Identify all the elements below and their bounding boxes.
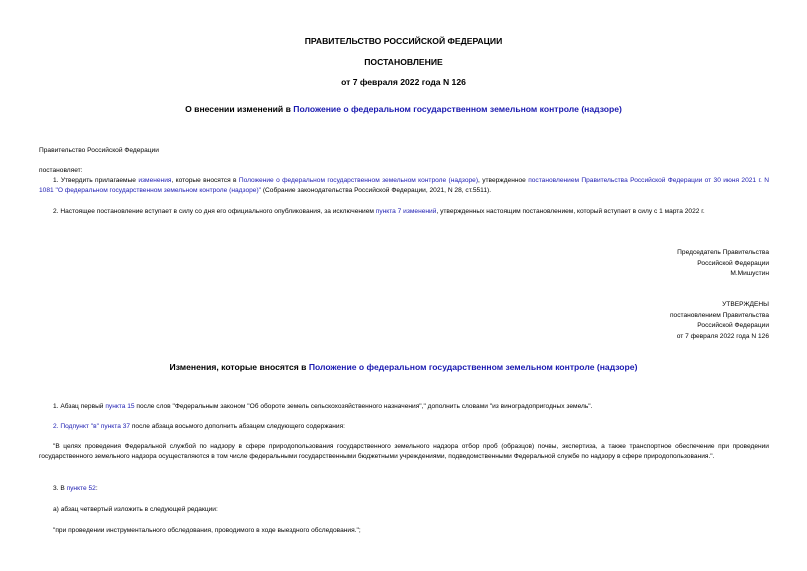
intro-subject: Правительство Российской Федерации [39,147,159,154]
change-3 [39,484,769,494]
p1-link-resolution[interactable]: постановлением Правительства Российской Федерации от 30 июня 2021 г. N 1081 "О федеральном государственном земельном контроле (надзоре)" [39,177,769,194]
approved-line-1: УТВЕРЖДЕНЫ [722,301,769,308]
p1-text-1: 1. Утвердить прилагаемые [53,177,139,184]
c3-text-2: : [95,485,98,492]
signature-line-3: М.Мишустин [730,270,769,277]
changes-title-link[interactable]: Положение о федеральном государственном земельном контроле (надзоре) [308,362,638,372]
c1-text-2: после слов "Федеральным законом "Об обороте земель сельскохозяйственного назначения"," дополнить словами "из виноградопригодных земель". [134,403,593,410]
c3-link-item52[interactable]: пункте 52 [66,485,96,492]
government-heading: ПРАВИТЕЛЬСТВО РОССИЙСКОЙ ФЕДЕРАЦИИ [304,36,503,46]
change-2-quote [39,442,769,462]
changes-title [0,362,807,372]
p1-link-regulation[interactable]: Положение о федеральном государственном земельном контроле (надзоре) [238,177,479,184]
paragraph-2 [39,207,769,217]
document-title [0,104,807,114]
c3a-text: а) абзац четвертый изложить в следующей редакции: [53,506,218,513]
document-title-prefix: О внесении изменений в [185,104,294,114]
change-2 [39,422,769,432]
c1-link-item15[interactable]: пункта 15 [105,403,135,410]
signature-line-2: Российской Федерации [697,259,769,267]
approved-line-3: Российской Федерации [697,322,769,329]
p2-text-2: , утвержденных настоящим постановлением, который вступает в силу с 1 марта 2022 г. [436,208,705,215]
c2-text-1: после абзаца восьмого дополнить абзацем следующего содержания: [130,423,345,430]
change-1 [39,402,769,412]
c2-quote-text: "В целях проведения Федеральной службой по надзору в сфере природопользования государственного земельного надзора отбор проб (образцов) почвы, экспертиза, а также транспортное обеспечение при проведении государственного земельного надзора осуществляются в том числе федеральными государственными бюджетными учреждениями, подведомственными Федеральной службе по надзору в сфере природопользования.". [39,443,769,460]
p1-text-4: (Собрание законодательства Российской Федерации, 2021, N 28, ст.5511). [260,187,492,194]
c2-link-item37[interactable]: 2. Подпункт "в" пункта 37 [53,423,131,430]
document-title-link[interactable]: Положение о федеральном государственном земельном контроле (надзоре) [293,104,622,114]
intro-decides: постановляет: [39,167,83,174]
signature-block [677,248,769,280]
change-3a-quote [39,526,769,536]
p1-link-changes[interactable]: изменения [138,177,172,184]
date-number-heading: от 7 февраля 2022 года N 126 [341,77,466,87]
p1-text-2: , которые вносятся в [171,177,239,184]
changes-title-prefix: Изменения, которые вносятся в [169,362,309,372]
c1-text-1: 1. Абзац первый [53,403,106,410]
approved-line-4: от 7 февраля 2022 года N 126 [676,332,769,340]
c3-text-1: 3. В [53,485,67,492]
signature-line-1: Председатель Правительства [677,249,769,256]
p1-text-3: , утвержденное [478,177,529,184]
paragraph-1 [39,176,769,196]
change-3a [39,505,769,515]
doc-type-heading: ПОСТАНОВЛЕНИЕ [364,57,443,67]
approved-block [670,300,769,342]
c3a-quote-text: "при проведении инструментального обследования, проводимого в ходе выездного обследования."; [53,527,361,534]
p2-link-item7[interactable]: пункта 7 изменений [375,208,437,215]
approved-line-2: постановлением Правительства [669,311,769,319]
p2-text-1: 2. Настоящее постановление вступает в силу со дня его официального опубликования, за исключением [53,208,376,215]
